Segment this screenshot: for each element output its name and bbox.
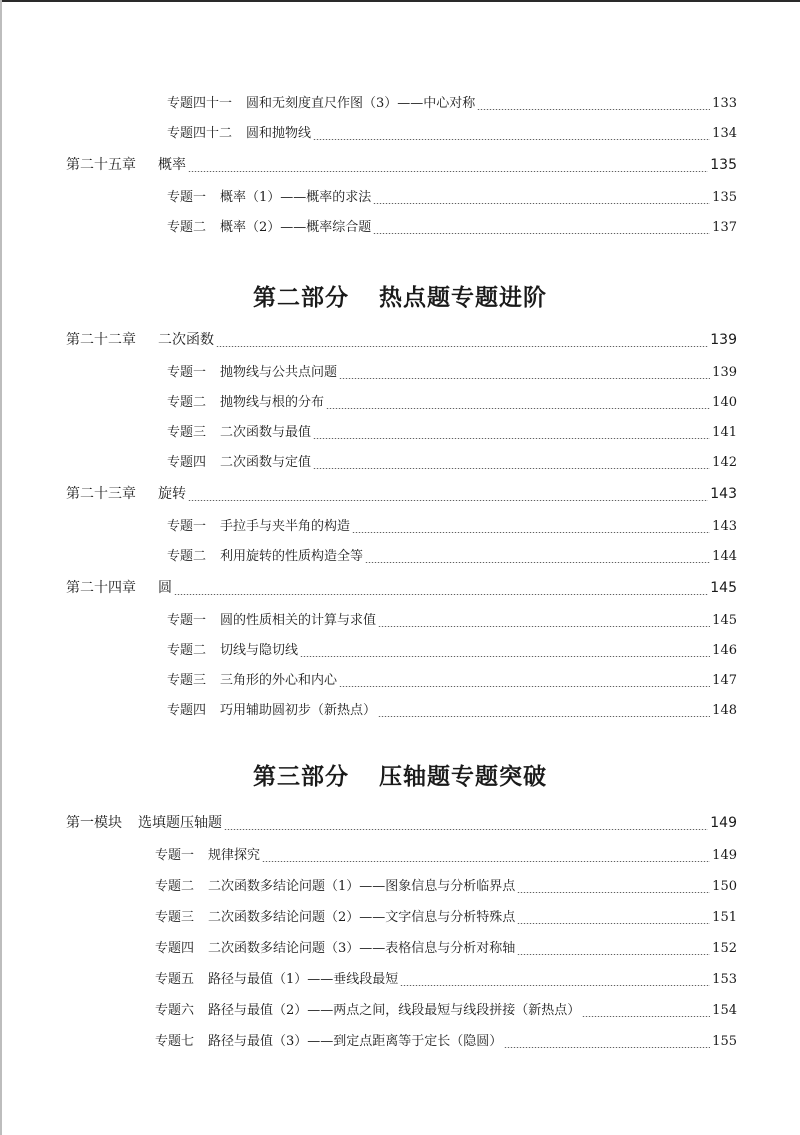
toc-entry[interactable] (167, 122, 737, 146)
topic-number: 专题四 (155, 941, 195, 956)
toc-entry[interactable] (167, 361, 737, 385)
dot-leader (174, 594, 708, 595)
page-number: 150 (712, 879, 737, 894)
topic-number: 专题七 (155, 1034, 195, 1049)
topic-number: 专题二 (167, 643, 207, 658)
dot-leader (517, 954, 710, 955)
topic-title: 三角形的外心和内心 (220, 673, 338, 688)
page-number: 134 (712, 126, 737, 141)
topic-number: 专题三 (167, 673, 207, 688)
toc-entry[interactable] (155, 844, 737, 868)
topic-number: 专题五 (155, 972, 195, 987)
page-number: 151 (712, 910, 737, 925)
page-number: 145 (710, 580, 737, 596)
dot-leader (313, 438, 710, 439)
part-label: 第三部分 (253, 763, 349, 790)
toc-entry[interactable] (155, 875, 737, 899)
toc-entry[interactable] (155, 937, 737, 961)
page-number: 145 (712, 613, 737, 628)
dot-leader (378, 626, 710, 627)
dot-leader (504, 1047, 710, 1048)
dot-leader (339, 378, 710, 379)
toc-entry[interactable] (167, 545, 737, 569)
topic-title: 概率（2）——概率综合题 (220, 220, 372, 235)
topic-number: 专题二 (167, 549, 207, 564)
dot-leader (352, 532, 710, 533)
chapter-number: 第二十四章 (66, 580, 136, 596)
topic-title: 抛物线与公共点问题 (220, 365, 338, 380)
topic-title: 切线与隐切线 (220, 643, 299, 658)
toc-entry[interactable] (167, 391, 737, 415)
part-label: 第二部分 (253, 284, 349, 311)
page-number: 148 (712, 703, 737, 718)
toc-chapter[interactable] (66, 577, 737, 601)
chapter-title: 圆 (158, 580, 172, 596)
dot-leader (313, 139, 710, 140)
chapter-title: 旋转 (158, 486, 186, 502)
toc-entry[interactable] (167, 186, 737, 210)
scan-top-edge (0, 0, 800, 2)
topic-number: 专题四十二 (167, 126, 233, 141)
topic-number: 专题四十一 (167, 96, 233, 111)
page-number: 149 (712, 848, 737, 863)
topic-title: 二次函数与定值 (220, 455, 312, 470)
chapter-number: 第二十五章 (66, 157, 136, 173)
toc-entry[interactable] (167, 515, 737, 539)
page-number: 144 (712, 549, 737, 564)
part-title: 热点题专题进阶 (379, 284, 547, 311)
toc-entry[interactable] (167, 216, 737, 240)
topic-title: 圆的性质相关的计算与求值 (220, 613, 377, 628)
topic-title: 规律探究 (208, 848, 261, 863)
topic-title: 路径与最值（3）——到定点距离等于定长（隐圆） (208, 1034, 503, 1049)
topic-title: 路径与最值（1）——垂线段最短 (208, 972, 399, 987)
dot-leader (373, 203, 710, 204)
topic-number: 专题一 (167, 519, 207, 534)
dot-leader (517, 923, 710, 924)
topic-number: 专题一 (155, 848, 195, 863)
topic-number: 专题一 (167, 190, 207, 205)
page-number: 140 (712, 395, 737, 410)
scan-left-edge (0, 0, 2, 1135)
topic-title: 抛物线与根的分布 (220, 395, 325, 410)
dot-leader (400, 985, 710, 986)
page-number: 135 (712, 190, 737, 205)
topic-number: 专题三 (155, 910, 195, 925)
page-number: 147 (712, 673, 737, 688)
topic-number: 专题三 (167, 425, 207, 440)
topic-number: 专题六 (155, 1003, 195, 1018)
page-number: 142 (712, 455, 737, 470)
topic-number: 专题一 (167, 365, 207, 380)
page-number: 155 (712, 1034, 737, 1049)
dot-leader (188, 500, 708, 501)
chapter-number: 第二十二章 (66, 332, 136, 348)
dot-leader (300, 656, 710, 657)
dot-leader (582, 1016, 710, 1017)
page-number: 135 (710, 157, 737, 173)
toc-entry[interactable] (167, 669, 737, 693)
page-number: 153 (712, 972, 737, 987)
toc-entry[interactable] (155, 1030, 737, 1054)
chapter-number: 第二十三章 (66, 486, 136, 502)
dot-leader (378, 716, 710, 717)
page-number: 152 (712, 941, 737, 956)
toc-entry[interactable] (167, 421, 737, 445)
page-number: 143 (712, 519, 737, 534)
topic-title: 手拉手与夹半角的构造 (220, 519, 351, 534)
topic-title: 概率（1）——概率的求法 (220, 190, 372, 205)
topic-number: 专题二 (167, 220, 207, 235)
toc-entry[interactable] (155, 906, 737, 930)
dot-leader (517, 892, 710, 893)
topic-number: 专题四 (167, 455, 207, 470)
module-number: 第一模块 (66, 815, 122, 831)
toc-entry[interactable] (155, 968, 737, 992)
topic-number: 专题四 (167, 703, 207, 718)
page-number: 139 (712, 365, 737, 380)
topic-number: 专题二 (155, 879, 195, 894)
page-number: 141 (712, 425, 737, 440)
topic-title: 圆和无刻度直尺作图（3）——中心对称 (246, 96, 476, 111)
dot-leader (262, 861, 710, 862)
topic-title: 二次函数多结论问题（1）——图象信息与分析临界点 (208, 879, 516, 894)
topic-title: 巧用辅助圆初步（新热点） (220, 703, 377, 718)
topic-number: 专题二 (167, 395, 207, 410)
page-number: 137 (712, 220, 737, 235)
toc-module[interactable] (66, 812, 737, 836)
dot-leader (373, 233, 710, 234)
module-title: 选填题压轴题 (138, 815, 222, 831)
page-number: 146 (712, 643, 737, 658)
dot-leader (326, 408, 710, 409)
dot-leader (339, 686, 710, 687)
topic-title: 圆和抛物线 (246, 126, 312, 141)
part-heading (0, 279, 800, 312)
dot-leader (216, 346, 708, 347)
dot-leader (188, 171, 708, 172)
topic-title: 路径与最值（2）——两点之间，线段最短与线段拼接（新热点） (208, 1003, 581, 1018)
part-title: 压轴题专题突破 (379, 763, 547, 790)
page-number: 143 (710, 486, 737, 502)
topic-title: 二次函数与最值 (220, 425, 312, 440)
topic-title: 二次函数多结论问题（2）——文字信息与分析特殊点 (208, 910, 516, 925)
dot-leader (365, 562, 710, 563)
toc-entry[interactable] (167, 609, 737, 633)
page-number: 133 (712, 96, 737, 111)
toc-entry[interactable] (167, 699, 737, 723)
toc-entry[interactable] (167, 92, 737, 116)
topic-title: 利用旋转的性质构造全等 (220, 549, 364, 564)
page-number: 154 (712, 1003, 737, 1018)
topic-number: 专题一 (167, 613, 207, 628)
chapter-title: 二次函数 (158, 332, 214, 348)
toc-chapter[interactable] (66, 483, 737, 507)
toc-chapter[interactable] (66, 329, 737, 353)
dot-leader (313, 468, 710, 469)
topic-title: 二次函数多结论问题（3）——表格信息与分析对称轴 (208, 941, 516, 956)
dot-leader (224, 829, 708, 830)
part-heading (0, 758, 800, 791)
page-number: 149 (710, 815, 737, 831)
page-number: 139 (710, 332, 737, 348)
toc-chapter[interactable] (66, 154, 737, 178)
chapter-title: 概率 (158, 157, 186, 173)
toc-entry[interactable] (167, 639, 737, 663)
toc-entry[interactable] (167, 451, 737, 475)
dot-leader (477, 109, 710, 110)
toc-entry[interactable] (155, 999, 737, 1023)
